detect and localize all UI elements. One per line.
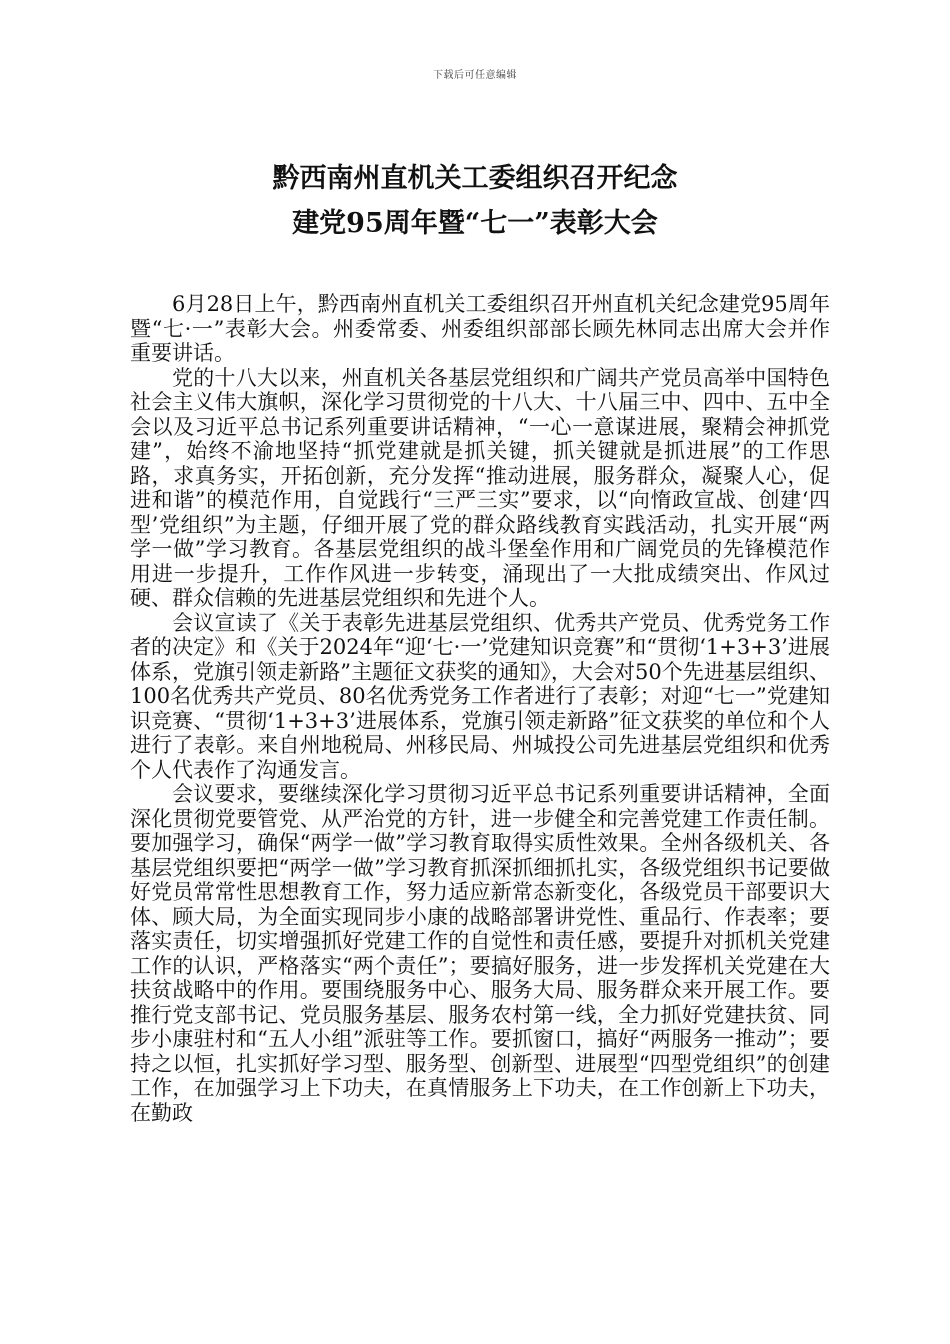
paragraph-1: 6月28日上午，黔西南州直机关工委组织召开州直机关纪念建党95周年暨“七·一”表彰大会。州委常委、州委组织部部长顾先林同志出席大会并作重要讲话。 (130, 292, 830, 365)
paragraph-4: 会议要求，要继续深化学习贯彻习近平总书记系列重要讲话精神，全面深化贯彻党要管党、从严治党的方针，进一步健全和完善党建工作责任制。要加强学习，确保“两学一做”学习教育取得实质性效果。全州各级机关、各基层党组织要把“两学一做”学习教育抓深抓细抓扎实，各级党组织书记要做好党员常常性思想教育工作，努力适应新常态新变化，各级党员干部要识大体、顾大局，为全面实现同步小康的战略部署讲党性、重品行、作表率；要落实责任，切实增强抓好党建工作的自觉性和责任感，要提升对抓机关党建工作的认识，严格落实“两个责任”；要搞好服务，进一步发挥机关党建在大扶贫战略中的作用。要围绕服务中心、服务大局、服务群众来开展工作。要推行党支部书记、党员服务基层、服务农村第一线，全力抓好党建扶贫、同步小康驻村和“五人小组”派驻等工作。要抓窗口，搞好“两服务一推动”；要持之以恒，扎实抓好学习型、服务型、创新型、进展型“四型党组织”的创建工作，在加强学习上下功夫，在真情服务上下功夫，在工作创新上下功夫，在勤政 (130, 782, 830, 1125)
document-body (130, 292, 830, 1125)
title-line-2: 建党95周年暨“七一”表彰大会 (292, 208, 658, 239)
title-line-1: 黔西南州直机关工委组织召开纪念 (272, 163, 678, 194)
edit-notice: 下载后可任意编辑 (433, 70, 517, 81)
paragraph-3: 会议宣读了《关于表彰先进基层党组织、优秀共产党员、优秀党务工作者的决定》和《关于2024年“迎‘七·一’党建知识竞赛”和“贯彻‘1+3+3’进展体系，党旗引领走新路”主题征文获奖的通知》，大会对50个先进基层组织、100名优秀共产党员、80名优秀党务工作者进行了表彰；对迎“七一”党建知识竞赛、“贯彻‘1+3+3’进展体系，党旗引领走新路”征文获奖的单位和个人进行了表彰。来自州地税局、州移民局、州城投公司先进基层党组织和优秀个人代表作了沟通发言。 (130, 610, 830, 782)
paragraph-2: 党的十八大以来，州直机关各基层党组织和广阔共产党员高举中国特色社会主义伟大旗帜，深化学习贯彻党的十八大、十八届三中、四中、五中全会以及习近平总书记系列重要讲话精神，“一心一意谋进展，聚精会神抓党建”，始终不渝地坚持“抓党建就是抓关键，抓关键就是抓进展”的工作思路，求真务实，开拓创新，充分发挥“推动进展，服务群众，凝聚人心，促进和谐”的模范作用，自觉践行“三严三实”要求，以“向惰政宣战、创建‘四型’党组织”为主题，仔细开展了党的群众路线教育实践活动，扎实开展“两学一做”学习教育。各基层党组织的战斗堡垒作用和广阔党员的先锋模范作用进一步提升，工作作风进一步转变，涌现出了一大批成绩突出、作风过硬、群众信赖的先进基层党组织和先进个人。 (130, 365, 830, 610)
document-title (130, 156, 820, 246)
